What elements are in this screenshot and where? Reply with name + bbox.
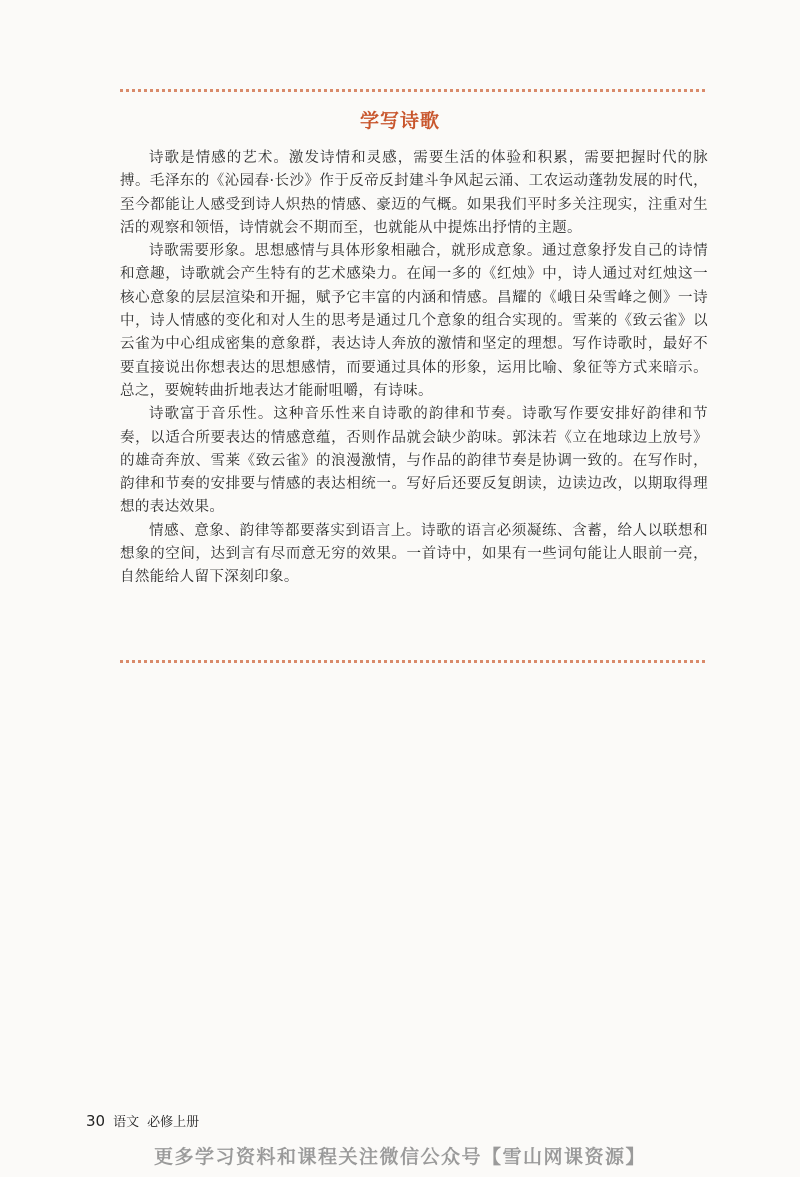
paragraph-language: 情感、意象、韵律等都要落实到语言上。诗歌的语言必须凝练、含蓄，给人以联想和想象的空间，达到言有尽而意无穷的效果。一首诗中，如果有一些词句能让人眼前一亮，自然能给人留下深刻印象。 — [120, 522, 708, 586]
paragraph-musicality: 诗歌富于音乐性。这种音乐性来自诗歌的韵律和节奏。诗歌写作要安排好韵律和节奏，以适合所要表达的情感意蕴，否则作品就会缺少韵味。郭沫若《立在地球边上放号》的雄奇奔放、雪莱《致云雀》的浪漫激情，与作品的韵律节奏是协调一致的。在写作时，韵律和节奏的安排要与情感的表达相统一。写好后还要反复朗读，边读边改，以期取得理想的表达效果。 — [120, 406, 708, 516]
volume-name: 必修上册 — [147, 1115, 200, 1130]
bottom-dotted-divider — [120, 660, 705, 663]
watermark-text: 更多学习资料和课程关注微信公众号【雪山网课资源】 — [153, 1146, 646, 1168]
section-body — [120, 147, 708, 590]
paragraph-imagery: 诗歌需要形象。思想感情与具体形象相融合，就形成意象。通过意象抒发自己的诗情和意趣，诗歌就会产生特有的艺术感染力。在闻一多的《红烛》中，诗人通过对红烛这一核心意象的层层渲染和开掘，赋予它丰富的内涵和情感。昌耀的《峨日朵雪峰之侧》一诗中，诗人情感的变化和对人生的思考是通过几个意象的组合实现的。雪莱的《致云雀》以云雀为中心组成密集的意象群，表达诗人奔放的激情和坚定的理想。写作诗歌时，最好不要直接说出你想表达的思想感情，而要通过具体的形象，运用比喻、象征等方式来暗示。总之，要婉转曲折地表达才能耐咀嚼，有诗味。 — [120, 243, 708, 399]
top-dotted-divider — [120, 89, 705, 92]
page-number: 30 — [86, 1112, 106, 1130]
book-name: 语文 — [113, 1115, 140, 1130]
page-footer — [86, 1111, 199, 1130]
section-title: 学写诗歌 — [359, 110, 440, 132]
paragraph-emotion: 诗歌是情感的艺术。激发诗情和灵感，需要生活的体验和积累，需要把握时代的脉搏。毛泽东的《沁园春·长沙》作于反帝反封建斗争风起云涌、工农运动蓬勃发展的时代，至今都能让人感受到诗人炽热的情感、豪迈的气概。如果我们平时多关注现实，注重对生活的观察和领悟，诗情就会不期而至，也就能从中提炼出抒情的主题。 — [120, 150, 708, 236]
